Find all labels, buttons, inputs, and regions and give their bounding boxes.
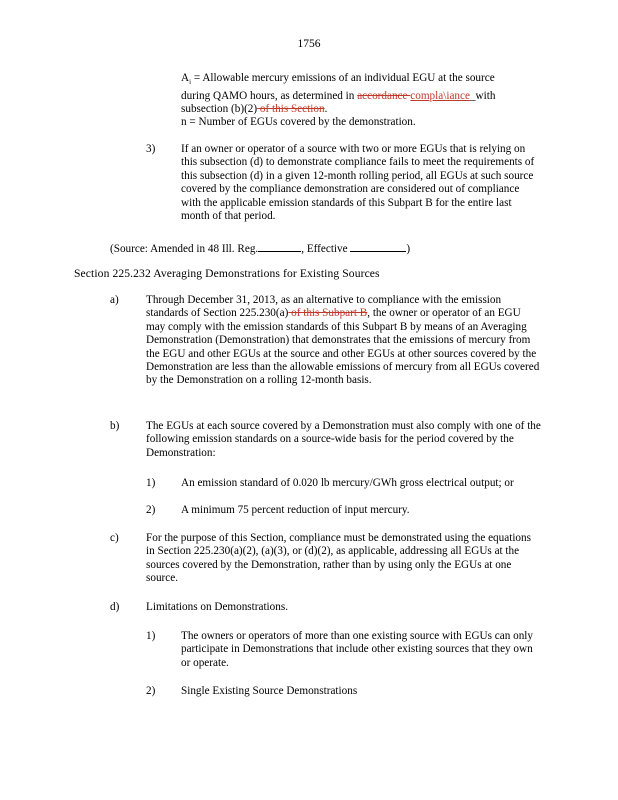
- item-a-deleted-text: of this Subpart B: [288, 307, 368, 320]
- item-a-text-2: , the owner or operator of an EGU may comply with the emission standards of this Subpart B by means of an Averaging Demonstration (Demonstration) that demonstrates that the emissions of mercury from the EGU and other EGUs at the source and other EGUs at other sources covered by the Demonstration are less than the allowable emissions of mercury from all EGUs covered by the Demonstration on a rolling 12-month basis.: [146, 307, 540, 387]
- item-c-text: For the purpose of this Section, compliance must be demonstrated using the equations in Section 225.230(a)(2), (a)(3), or (d)(2), as applicable, addressing all EGUs at the sources covered by the Demonstration, rather than by using only the EGUs at one source.: [146, 532, 531, 585]
- source-prefix: (Source: Amended in 48 Ill. Reg.: [110, 243, 259, 255]
- item-b-text: The EGUs at each source covered by a Demonstration must also comply with one of the following emission standards on a source-wide basis for the period covered by the Demonstration:: [146, 420, 541, 459]
- source-middle: , Effective: [301, 243, 351, 255]
- ai-deleted-text-2: of this Section: [257, 103, 325, 116]
- item-d-text: Limitations on Demonstrations.: [146, 601, 289, 613]
- item-d2-text: Single Existing Source Demonstrations: [181, 685, 358, 697]
- source-suffix: ): [406, 243, 411, 255]
- item-d-label: d): [110, 601, 120, 613]
- ai-symbol: A: [181, 72, 190, 84]
- item-a-text-1: Through December 31, 2013, as an alternative to compliance with the emission standards of Section 225.230(a): [146, 294, 502, 320]
- item-d1-label: 1): [146, 630, 156, 642]
- n-definition: n = Number of EGUs covered by the demonstration.: [181, 116, 416, 128]
- ai-text-2: _with subsection (b)(2): [181, 89, 496, 116]
- source-blank-2: [350, 241, 406, 252]
- source-blank-1: [258, 241, 301, 252]
- item-d1-text: The owners or operators of more than one existing source with EGUs can only participate in Demonstrations that include other existing sources that they own or operate.: [181, 630, 534, 669]
- item-c-label: c): [110, 532, 119, 544]
- ai-deleted-text: accordance: [357, 89, 411, 102]
- page-number: 1756: [297, 38, 321, 50]
- item-d2-label: 2): [146, 685, 156, 697]
- item-b-label: b): [110, 420, 120, 432]
- item-b1-label: 1): [146, 477, 156, 489]
- item-a-text: [146, 294, 541, 388]
- item-3-label: 3): [146, 143, 156, 155]
- item-a-label: a): [110, 294, 119, 306]
- ai-definition: [181, 72, 521, 116]
- item-b2-label: 2): [146, 504, 156, 516]
- ai-subscript: i: [189, 78, 192, 87]
- item-b2-text: A minimum 75 percent reduction of input mercury.: [181, 504, 410, 516]
- item-b1-text: An emission standard of 0.020 lb mercury/GWh gross electrical output; or: [181, 477, 514, 489]
- source-note: [110, 241, 530, 256]
- ai-text-1: = Allowable mercury emissions of an individual EGU at the source during QAMO hours, as determined in: [181, 72, 495, 102]
- item-3-text: If an owner or operator of a source with two or more EGUs that is relying on this subsection (d) to demonstrate compliance fails to meet the requirements of this subsection (d) in a given 12-month rolling period, all EGUs at such source covered by the compliance demonstration are considered out of compliance with the applicable emission standards of this Subpart B for the entire last month of that period.: [181, 143, 535, 223]
- ai-inserted-text: compla\iance: [410, 89, 470, 102]
- ai-text-3: .: [324, 103, 328, 116]
- section-heading: Section 225.232 Averaging Demonstrations for Existing Sources: [74, 267, 380, 280]
